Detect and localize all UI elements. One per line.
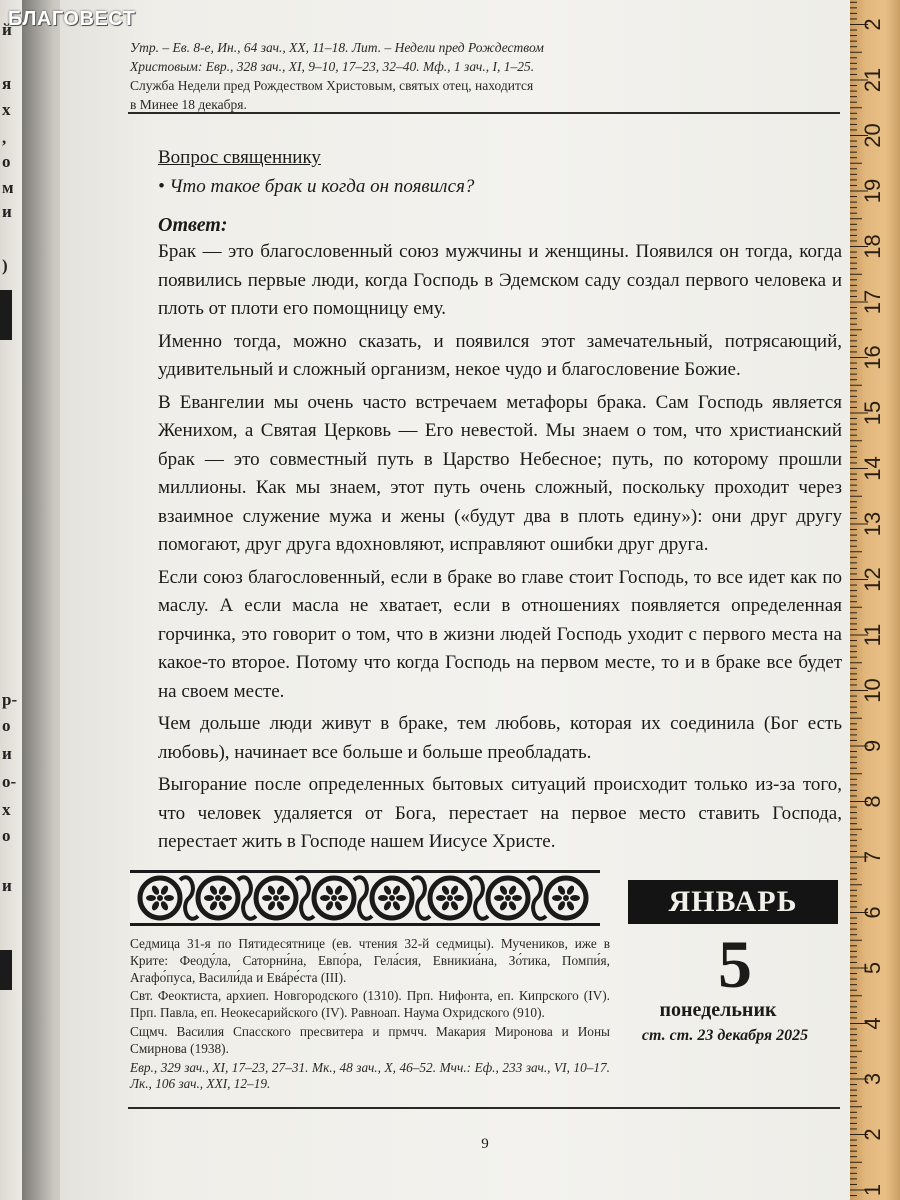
header-note [130,38,610,114]
saints-entry: Сщмч. Василия Спасского пресвитера и прмчч. Макария Миронова и Ионы Смирнова (1938). [130,1023,610,1056]
old-style-date: ст. ст. 23 декабря 2025 [641,1027,809,1044]
ruler-number: 19 [860,178,885,204]
left-page-fragment: р- [2,690,18,709]
ruler-number: 8 [860,795,885,808]
ruler-number: 2 [860,18,885,31]
ruler-number: 10 [860,678,885,703]
left-page-fragment: о [2,716,11,735]
left-page-fragment: и [2,876,12,895]
saints-entry: Свт. Феоктиста, архиеп. Новгородского (1310). Прп. Нифонта, еп. Кипрского (IV). Прп. Павла, еп. Неокесарийского (IV). Равноап. Наума Охридского (910). [130,988,610,1021]
left-page-fragment: , [2,128,7,147]
left-page-fragment: х [2,800,11,819]
ruler-number: 18 [860,234,885,259]
header-divider [128,112,840,114]
left-page-fragment: и [2,202,12,221]
saints-entry: Седмица 31-я по Пятидесятнице (ев. чтения 32-й седмицы). Мучеников, иже в Крите: Феоду́ла, Саторни́на, Евпо́ра, Гела́сия, Евникиа́на, Зо́тика, Помпи́я, Агафо́пуса, Васили́да и Евáре́ста (III). [130,936,610,985]
ruler-number: 14 [860,456,885,481]
question-title: Вопрос священнику [158,147,321,168]
question-text: • Что такое брак и когда он появился? [158,176,475,197]
ruler-number: 21 [860,67,885,93]
ornament-border [130,868,600,928]
ruler-number: 7 [860,850,885,864]
left-page-fragment: о [2,826,11,845]
paragraph: Брак — это благословенный союз мужчины и женщины. Появился он тогда, когда появились первые люди, когда Господь в Эдемском саду создал первого человека и плоть от плоти его помощницу ему. [158,241,842,319]
bottom-divider [128,1107,840,1109]
header-note-line: Христовым: Евр., 328 зач., XI, 9–10, 17–23, 32–40. Мф., 1 зач., I, 1–25. [130,59,535,74]
paragraph: Чем дольше люди живут в браке, тем любовь, которая их соединила (Бог есть любовь), начинает все больше и больше преобладать. [158,713,842,763]
ruler-number: 17 [860,289,885,315]
ruler-number: 4 [860,1017,885,1030]
ruler-number: 12 [860,567,885,592]
left-page-edge [0,0,22,1200]
left-page-fragment: я [2,74,12,93]
ruler-number: 15 [860,400,885,426]
ruler-number: 1 [860,1183,885,1197]
ruler-number: 2 [860,1128,885,1141]
ruler-number: 11 [860,623,885,647]
weekday: понедельник [659,999,777,1021]
saints-of-day [130,936,610,1095]
header-note-line: в Минее 18 декабря. [130,97,247,112]
paragraph: В Евангелии мы очень часто встречаем метафоры брака. Сам Господь является Женихом, а Святая Церковь — Его невестой. Мы знаем о том, что христианский брак — это совместный путь в Царство Небесное; путь, по которому прошли миллионы. Как мы знаем, этот путь очень сложный, поскольку проходит через взаимное служение мужа и жены («будут два в плоть едину»): они друг другу помогают, друг друга вдохновляют, исправляют ошибки друг друга. [158,391,842,555]
answer-label: Ответ: [158,214,228,236]
page-number: 9 [481,1136,489,1152]
header-note-line: Служба Недели пред Рождеством Христовым, святых отец, находится [130,78,534,93]
left-page-fragment: о- [2,772,17,791]
watermark: БЛАГОВЕСТ [8,8,136,30]
left-page-fragment: о [2,152,11,171]
paragraph: Если союз благословенный, если в браке во главе стоит Господь, то все идет как по маслу. А если масла не хватает, если в отношениях появляется определенная горчинка, это говорит о том, что в жизни людей Господь уходит с первого места на какое-то второе. Потому что когда Господь на первом месте, то и в браке все будет на своем месте. [158,566,842,702]
left-page-fragment: ) [2,256,8,275]
article [158,146,842,857]
month-label: ЯНВАРЬ [628,880,838,924]
paragraph: Выгорание после определенных бытовых ситуаций происходит только из-за того, что человек удаляется от Бога, перестает на первое место ставить Господа, перестает жить в Господе нашем Иисусе Христе. [158,774,842,852]
ruler-number: 13 [860,511,885,537]
left-page-block [0,290,12,340]
ruler-number: 20 [860,123,885,148]
ruler-number: 6 [860,906,885,919]
left-page-fragment: х [2,100,11,119]
day-number: 5 [718,926,752,1002]
left-page-block [0,950,12,990]
header-note-line: Утр. – Ев. 8-е, Ин., 64 зач., XX, 11–18. Лит. – Недели пред Рождеством [130,40,544,55]
left-page-fragment: м [2,178,14,197]
ruler-number: 9 [860,739,885,753]
ruler-number: 5 [860,961,885,975]
left-page-fragment: и [2,744,12,763]
paragraph: Именно тогда, можно сказать, и появился этот замечательный, потрясающий, удивительный и сложный организм, некое чудо и благословение Божие. [158,330,842,380]
scripture-readings: Евр., 329 зач., XI, 17–23, 27–31. Мк., 48 зач., X, 46–52. Мчч.: Еф., 233 зач., VI, 10–17. Лк., 106 зач., XXI, 12–19. [130,1059,610,1092]
left-page-fragment: й [2,20,12,39]
measuring-ruler [850,0,900,1200]
ruler-number: 16 [860,345,885,370]
ruler-number: 3 [860,1072,885,1086]
